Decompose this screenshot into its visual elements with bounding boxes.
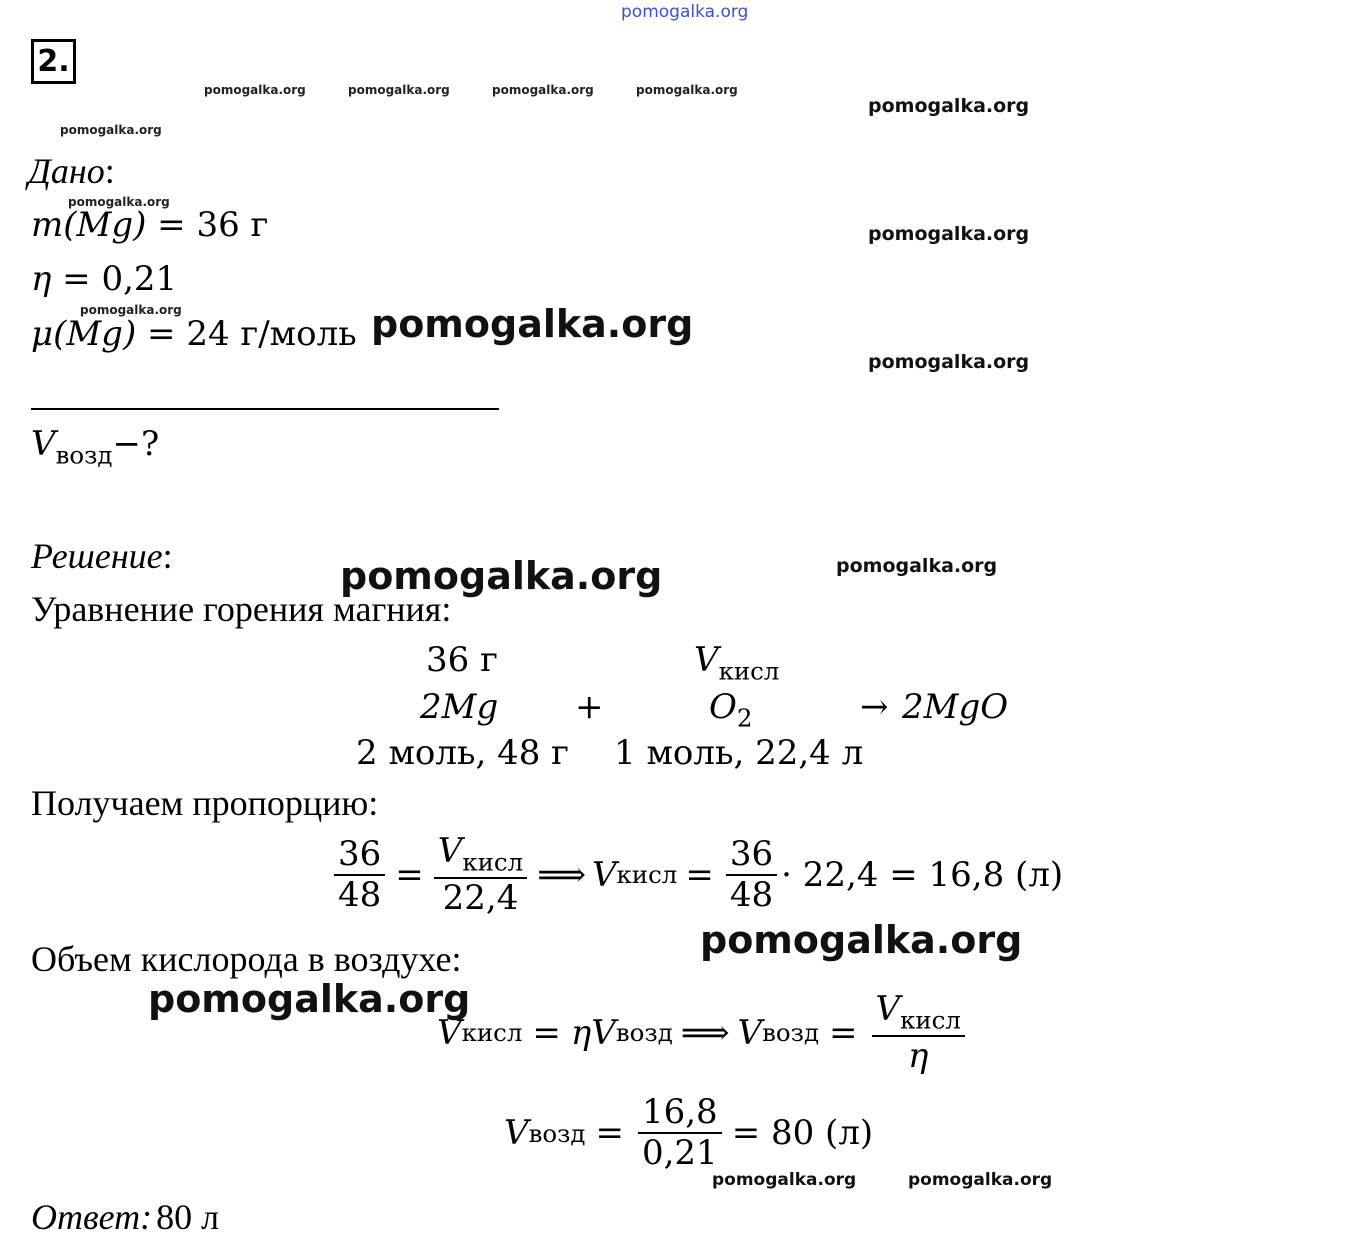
watermark-large: pomogalka.org: [371, 302, 694, 346]
v-symbol: V: [591, 854, 617, 895]
reactant-mg: 2Mg: [420, 687, 499, 727]
v-symbol: V: [694, 640, 719, 680]
fraction-16-8-0-21: [638, 1093, 722, 1173]
air-result: [504, 1093, 873, 1173]
denominator: 48: [338, 874, 382, 915]
denominator: 0,21: [641, 1133, 718, 1174]
equals: =: [829, 1012, 858, 1053]
v-subscript: кисл: [461, 1018, 523, 1048]
watermark: pomogalka.org: [868, 95, 1030, 117]
fraction-v-22-4: [434, 832, 527, 918]
below-mg: 2 моль, 48 г: [356, 733, 569, 773]
mass-value: 36 г: [196, 205, 269, 245]
o2-subscript: 2: [736, 703, 753, 733]
proportion-result: · 22,4 = 16,8 (л): [781, 854, 1064, 895]
given-colon: :: [104, 151, 115, 191]
o-symbol: O: [709, 687, 737, 727]
fraction-36-48: [334, 835, 385, 915]
proportion-formula: [330, 832, 1063, 918]
watermark: pomogalka.org: [712, 1170, 857, 1190]
air-formula: [437, 990, 969, 1076]
equals: =: [146, 205, 197, 245]
numerator: 16,8: [638, 1093, 722, 1134]
watermark: pomogalka.org: [868, 223, 1030, 245]
watermark: pomogalka.org: [636, 83, 738, 97]
reaction-arrow: →: [860, 687, 889, 727]
problem-number: 2.: [31, 39, 76, 84]
eta-value: 0,21: [101, 259, 178, 299]
v-symbol: V: [591, 1012, 616, 1053]
given-heading: [28, 150, 115, 192]
mu-symbol: μ(Mg): [31, 314, 137, 354]
watermark-large: pomogalka.org: [340, 554, 663, 598]
equals: =: [595, 1113, 624, 1154]
watermark: pomogalka.org: [204, 83, 306, 97]
denominator: 48: [729, 874, 774, 915]
answer-line: [31, 1196, 219, 1238]
watermark: pomogalka.org: [68, 195, 170, 209]
v-symbol: V: [437, 831, 463, 871]
plus-sign: +: [575, 687, 604, 727]
v-subscript: возд: [762, 1018, 820, 1048]
mass-symbol: m(Mg): [31, 205, 147, 245]
watermark-large: pomogalka.org: [148, 977, 471, 1021]
v-symbol: V: [31, 424, 56, 464]
v-subscript: возд: [528, 1118, 586, 1148]
eta-symbol: η: [31, 259, 52, 299]
watermark: pomogalka.org: [868, 351, 1030, 373]
solution-heading: [31, 535, 173, 577]
watermark: pomogalka.org: [908, 1170, 1053, 1190]
v-symbol: V: [737, 1012, 763, 1053]
fraction-v-eta: [872, 990, 965, 1076]
mu-value: 24 г/моль: [186, 314, 357, 354]
fraction-36-48-second: [726, 835, 777, 915]
v-subscript: кисл: [900, 1005, 961, 1035]
watermark: pomogalka.org: [836, 555, 998, 577]
air-result-value: = 80 (л): [731, 1113, 874, 1154]
below-o2: 1 моль, 22,4 л: [614, 733, 864, 773]
v-symbol: V: [875, 989, 901, 1029]
numerator: 36: [726, 835, 777, 876]
v-subscript: возд: [55, 440, 113, 470]
given-mass: [31, 205, 268, 245]
v-symbol: V: [437, 1012, 462, 1053]
watermark-top: pomogalka.org: [621, 2, 749, 22]
above-o2: [694, 640, 779, 686]
v-subscript: кисл: [718, 656, 780, 686]
solution-label: Решение: [31, 536, 163, 576]
v-subscript: кисл: [616, 860, 678, 890]
find-line: [31, 424, 159, 470]
equals: =: [51, 259, 102, 299]
watermark: pomogalka.org: [60, 123, 162, 137]
watermark-large: pomogalka.org: [700, 918, 1023, 962]
given-divider: [31, 408, 499, 410]
watermark: pomogalka.org: [492, 83, 594, 97]
v-symbol: V: [504, 1113, 529, 1154]
numerator: 36: [334, 835, 385, 876]
proportion-intro: Получаем пропорцию:: [31, 783, 379, 823]
equals: =: [532, 1012, 561, 1053]
above-mg: 36 г: [426, 640, 498, 680]
v-subscript: возд: [615, 1018, 673, 1048]
numerator: [434, 832, 527, 879]
given-molar-mass: [31, 314, 357, 354]
equals: =: [685, 854, 714, 895]
implies-arrow: ⟹: [537, 854, 586, 895]
watermark: pomogalka.org: [348, 83, 450, 97]
denominator: η: [908, 1035, 929, 1076]
answer-label: Ответ:: [31, 1197, 153, 1237]
equals: =: [395, 854, 424, 895]
solution-colon: :: [162, 536, 173, 576]
reactant-o2: [709, 687, 752, 733]
given-efficiency: [31, 259, 177, 299]
oxygen-intro: Объем кислорода в воздухе:: [31, 939, 462, 979]
denominator: 22,4: [442, 877, 519, 918]
given-label: Дано: [28, 151, 105, 191]
product-mgo: 2MgO: [902, 687, 1009, 727]
answer-value: 80 л: [156, 1197, 220, 1237]
eta-symbol: η: [570, 1012, 592, 1053]
v-subscript: кисл: [462, 847, 524, 877]
implies-arrow: ⟹: [680, 1012, 730, 1053]
numerator: [872, 990, 965, 1037]
equals: =: [136, 314, 187, 354]
watermark: pomogalka.org: [80, 303, 182, 317]
find-suffix: −?: [112, 424, 160, 464]
equation-intro: Уравнение горения магния:: [31, 589, 452, 629]
